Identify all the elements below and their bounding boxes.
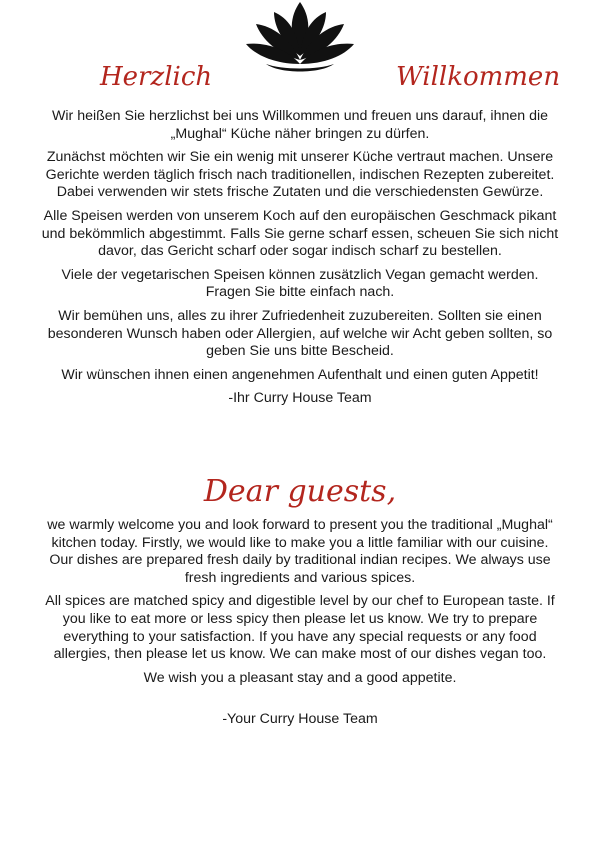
german-welcome-text	[40, 108, 560, 414]
german-paragraph: Alle Speisen werden von unserem Koch auf den europäischen Geschmack pikant und bekömmlich abgestimmt. Falls Sie gerne scharf essen, scheuen Sie sich nicht davor, das Gericht scharf oder sogar indisch scharf zu bestellen.	[41, 207, 559, 260]
german-signature: -Ihr Curry House Team	[228, 390, 372, 407]
english-paragraph: we warmly welcome you and look forward to present you the traditional „Mughal“ kitchen today. Firstly, we would like to make you a little familiar with our cuisine. Our dishes are prepared fresh daily by traditional indian recipes. We always use fresh ingredients and various spices.	[47, 517, 553, 586]
heading-dear-guests: Dear guests,	[203, 474, 397, 509]
heading-herzlich: Herzlich	[100, 62, 213, 92]
english-welcome-text	[40, 517, 560, 735]
german-paragraph: Viele der vegetarischen Speisen können zusätzlich Vegan gemacht werden. Fragen Sie bitte einfach nach.	[61, 266, 539, 301]
english-paragraph: All spices are matched spicy and digestible level by our chef to European taste. If you like to eat more or less spicy then please let us know. We try to prepare everything to your satisfaction. If you have any special requests or any food allergies, then please let us know. We can make most of our dishes vegan too.	[45, 593, 555, 663]
german-paragraph: Wir heißen Sie herzlichst bei uns Willkommen und freuen uns darauf, ihnen die „Mughal“ Küche näher bringen zu dürfen.	[51, 108, 549, 142]
lotus-icon	[244, 0, 356, 74]
english-signature: -Your Curry House Team	[222, 711, 378, 728]
heading-willkommen: Willkommen	[396, 62, 561, 92]
german-paragraph: Zunächst möchten wir Sie ein wenig mit unserer Küche vertraut machen. Unsere Gerichte werden täglich frisch nach traditionellen, indischen Rezepten zubereitet. Dabei verwenden wir stets frische Zutaten und die verschiedensten Gewürze.	[45, 149, 555, 201]
german-paragraph: Wir wünschen ihnen einen angenehmen Aufenthalt und einen guten Appetit!	[61, 366, 539, 383]
english-paragraph: We wish you a pleasant stay and a good appetite.	[143, 669, 457, 686]
german-paragraph: Wir bemühen uns, alles zu ihrer Zufriedenheit zuzubereiten. Sollten sie einen besonderen Wunsch haben oder Allergien, auf welche wir Acht geben sollten, so geben Sie uns bitte Bescheid.	[47, 307, 553, 360]
